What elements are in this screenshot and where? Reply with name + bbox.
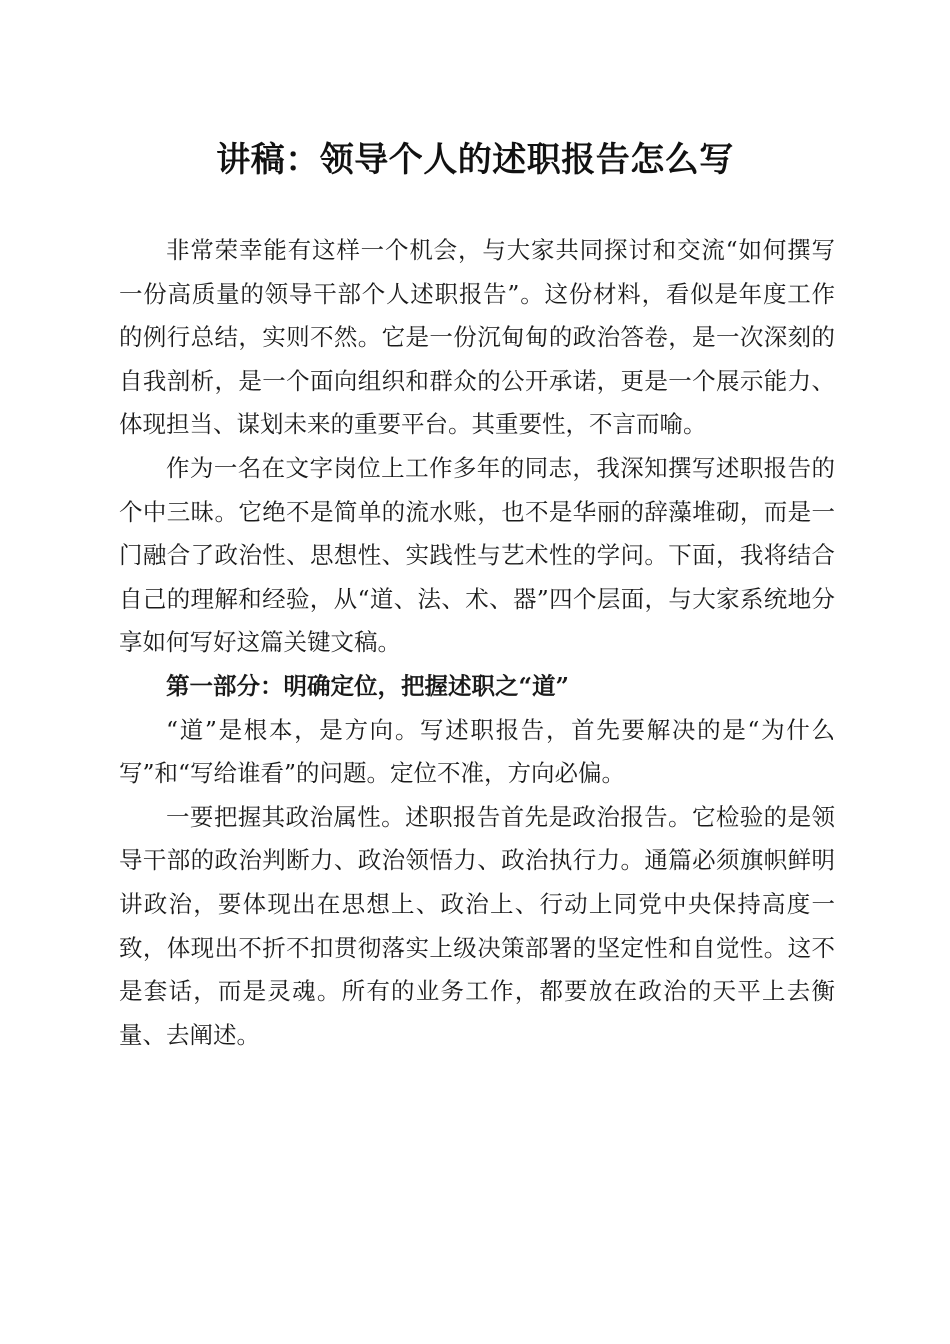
paragraph-political-attribute: 一要把握其政治属性。述职报告首先是政治报告。它检验的是领导干部的政治判断力、政治领悟力、政治执行力。通篇必须旗帜鲜明讲政治，要体现出在思想上、政治上、行动上同党中央保持高度一致，体现出不折不扣贯彻落实上级决策部署的坚定性和自觉性。这不是套话，而是灵魂。所有的业务工作，都要放在政治的天平上去衡量、去阐述。 (119, 802, 835, 1049)
paragraph-background: 作为一名在文字岗位上工作多年的同志，我深知撰写述职报告的个中三昧。它绝不是简单的流水账，也不是华丽的辞藻堆砌，而是一门融合了政治性、思想性、实践性与艺术性的学问。下面，我将结合自己的理解和经验，从“道、法、术、器”四个层面，与大家系统地分享如何写好这篇关键文稿。 (119, 453, 835, 657)
document-body (119, 229, 835, 1057)
paragraph-dao: “道”是根本，是方向。写述职报告，首先要解决的是“为什么写”和“写给谁看”的问题。定位不准，方向必偏。 (119, 715, 835, 788)
section-heading: 第一部分：明确定位，把握述职之“道” (166, 671, 570, 700)
document-title: 讲稿：领导个人的述职报告怎么写 (216, 140, 734, 180)
paragraph-intro: 非常荣幸能有这样一个机会，与大家共同探讨和交流“如何撰写一份高质量的领导干部个人述职报告”。这份材料，看似是年度工作的例行总结，实则不然。它是一份沉甸甸的政治答卷，是一次深刻的自我剖析，是一个面向组织和群众的公开承诺，更是一个展示能力、体现担当、谋划未来的重要平台。其重要性，不言而喻。 (119, 236, 835, 439)
